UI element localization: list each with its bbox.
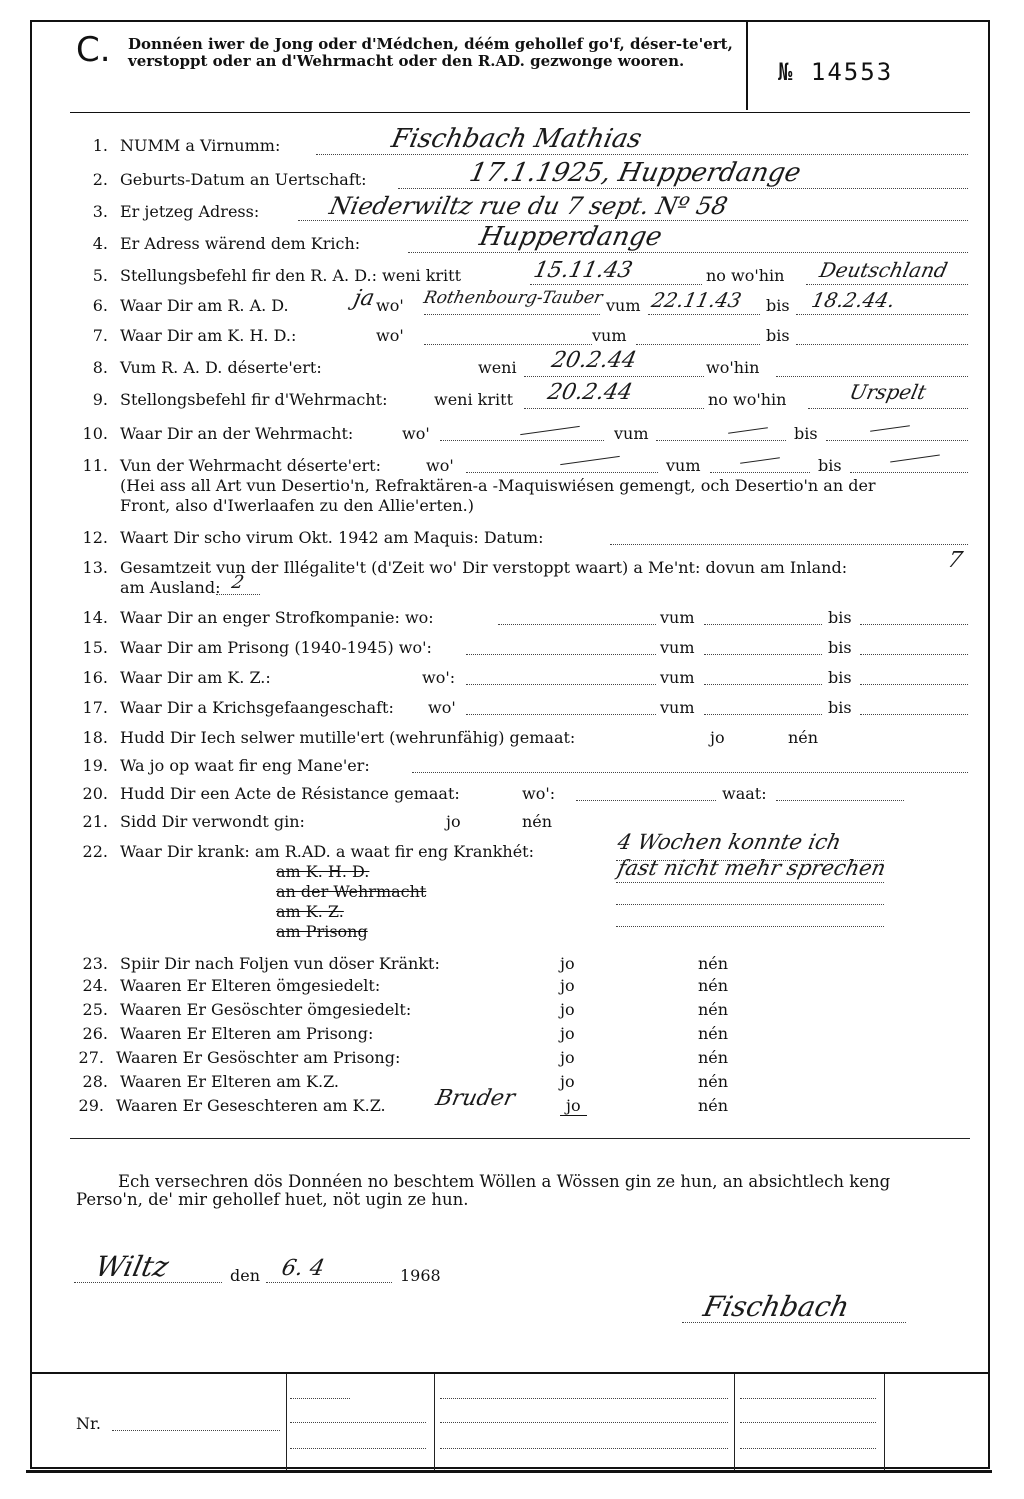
field-23-no[interactable]: nén [698,954,729,973]
field-12-line [610,544,968,545]
field-15-line3 [704,654,822,655]
field-17-label: Waar Dir a Krichsgefaangeschaft: [120,698,394,717]
field-16-number: 16. [82,668,108,687]
field-8-label2: weni [478,358,517,377]
footer-nr-line [112,1430,280,1431]
field-9-value3[interactable]: Urspelt [847,380,929,404]
field-29-label: Waaren Er Geseschteren am K.Z. [116,1096,386,1115]
field-14-line4 [860,624,968,625]
field-22-line3 [616,904,884,905]
field-11-line4 [850,472,968,473]
field-25-label: Waaren Er Gesöschter ömgesiedelt: [120,1000,412,1019]
field-10-label2: wo' [402,424,430,443]
field-15-number: 15. [82,638,108,657]
field-17-label4: bis [828,698,852,717]
field-11-line2 [466,472,658,473]
field-11-line3 [710,472,810,473]
field-8-number: 8. [92,358,108,377]
field-15-label3: vum [660,638,695,657]
grid-dots-2a [440,1398,728,1399]
field-9-line3 [808,408,968,409]
grid-dots-3c [740,1448,876,1449]
field-15-line2 [466,654,656,655]
field-18-label: Hudd Dir Iech selwer mutille'ert (wehrunfähig) gemaat: [120,728,576,747]
field-16-label: Waar Dir am K. Z.: [120,668,271,687]
field-21-label: Sidd Dir verwondt gin: [120,812,305,831]
field-7-line2 [424,344,592,345]
grid-col-1 [286,1374,287,1470]
field-17-line2 [466,714,656,715]
field-27-no[interactable]: nén [698,1048,729,1067]
signature-year: 1968 [400,1266,441,1285]
field-29-yes[interactable]: jo [560,1096,587,1116]
field-7-label: Waar Dir am K. H. D.: [120,326,297,345]
field-3-value[interactable]: Niederwiltz rue du 7 sept. Nº 58 [327,192,731,220]
field-29-value[interactable]: Bruder [433,1086,518,1111]
field-10-line2 [440,440,604,441]
field-6-value2[interactable]: Rothenbourg-Tauber [421,288,605,308]
field-20-label: Hudd Dir een Acte de Résistance gemaat: [120,784,460,803]
section-rule [70,1138,970,1139]
field-9-value2[interactable]: 20.2.44 [545,380,635,405]
field-17-label2: wo' [428,698,456,717]
field-5-label: Stellungsbefehl fir den R. A. D.: weni kritt [120,266,462,285]
field-2-label: Geburts-Datum an Uertschaft: [120,170,367,189]
field-16-label4: bis [828,668,852,687]
field-17-number: 17. [82,698,108,717]
field-10-line3 [656,440,786,441]
field-26-label: Waaren Er Elteren am Prisong: [120,1024,374,1043]
grid-dots-3b [740,1422,876,1423]
field-23-number: 23. [82,954,108,973]
field-8-label: Vum R. A. D. déserte'ert: [120,358,322,377]
field-7-line4 [796,344,968,345]
field-27-number: 27. [78,1048,104,1067]
field-16-label2: wo': [422,668,456,687]
field-3-number: 3. [92,202,108,221]
header-rule [70,112,970,113]
field-10-label3: vum [614,424,649,443]
field-27-yes[interactable]: jo [560,1048,575,1067]
field-20-label3: waat: [722,784,767,803]
field-22-sub-khd: am K. H. D. [276,862,370,881]
field-9-line2 [524,408,704,409]
field-11-note-2: Front, also d'Iwerlaafen zu den Allie'erten.) [120,496,474,515]
field-13-label: Gesamtzeit vun der Illégalite't (d'Zeit wo' Dir verstoppt waart) a Me'nt: dovun am Inland: [120,558,848,577]
signature-date[interactable]: 6. 4 [279,1256,327,1281]
field-22-line2 [616,882,884,883]
field-8-value2[interactable]: 20.2.44 [549,348,639,373]
field-8-label3: wo'hin [706,358,760,377]
bottom-grid-top [30,1372,990,1374]
field-27-label: Waaren Er Gesöschter am Prisong: [116,1048,401,1067]
grid-dots-2c [440,1448,728,1449]
field-22-label: Waar Dir krank: am R.AD. a waat fir eng Krankhét: [120,842,534,861]
field-23-yes[interactable]: jo [560,954,575,973]
field-14-line2 [498,624,656,625]
date-line [266,1282,392,1283]
field-18-no[interactable]: nén [788,728,819,747]
field-1-line [316,154,968,155]
field-25-yes[interactable]: jo [560,1000,575,1019]
field-6-label2: wo' [376,296,404,315]
field-19-label: Wa jo op waat fir eng Mane'er: [120,756,370,775]
field-29-number: 29. [78,1096,104,1115]
field-5-value2[interactable]: Deutschland [817,258,950,282]
field-7-line3 [636,344,760,345]
field-22-line4 [616,926,884,927]
field-13-label2: am Ausland: [120,578,221,597]
field-6-label4: bis [766,296,790,315]
field-19-line [412,772,968,773]
field-19-number: 19. [82,756,108,775]
field-3-label: Er jetzeg Adress: [120,202,260,221]
field-7-label2: wo' [376,326,404,345]
field-13-value2[interactable]: 2 [229,572,246,593]
field-14-number: 14. [82,608,108,627]
signature-den-label: den [230,1266,261,1285]
field-11-number: 11. [82,456,108,475]
field-9-number: 9. [92,390,108,409]
field-2-line [398,188,968,189]
field-5-label2: no wo'hin [706,266,785,285]
field-16-line4 [860,684,968,685]
field-6-label3: vum [606,296,641,315]
field-13-number: 13. [82,558,108,577]
field-9-label3: no wo'hin [708,390,787,409]
form-letter: C. [76,30,111,70]
field-25-no[interactable]: nén [698,1000,729,1019]
field-20-label2: wo': [522,784,556,803]
field-20-line2 [576,800,716,801]
field-18-yes[interactable]: jo [710,728,725,747]
field-1-label: NUMM a Virnumm: [120,136,281,155]
grid-col-3 [734,1374,735,1470]
declaration-line-1: Ech versechren dös Donnéen no beschtem Wöllen a Wössen gin ze hun, an absichtlech keng [118,1172,891,1191]
field-10-label: Waar Dir an der Wehrmacht: [120,424,354,443]
field-22-value[interactable]: 4 Wochen konnte ich [615,830,844,854]
page-bottom-rule [26,1470,992,1473]
field-6-value[interactable]: ja [351,286,377,311]
field-11-note-1: (Hei ass all Art vun Desertio'n, Refraktären-a -Maquiswiésen gemengt, och Desertio'n an der [120,476,876,495]
field-6-line3 [648,314,760,315]
field-1-number: 1. [92,136,108,155]
field-15-label4: bis [828,638,852,657]
field-28-label: Waaren Er Elteren am K.Z. [120,1072,340,1091]
field-11-label2: wo' [426,456,454,475]
field-16-line2 [466,684,656,685]
grid-col-2 [434,1374,435,1470]
field-22-sub-wehrmacht: an der Wehrmacht [276,882,427,901]
field-24-yes[interactable]: jo [560,976,575,995]
field-4-number: 4. [92,234,108,253]
field-13-value[interactable]: 7 [945,548,965,573]
field-6-value4[interactable]: 18.2.44. [809,288,898,312]
field-26-number: 26. [82,1024,108,1043]
field-5-line [530,284,702,285]
field-21-no[interactable]: nén [522,812,553,831]
field-18-number: 18. [82,728,108,747]
field-24-number: 24. [82,976,108,995]
declaration-line-2: Perso'n, de' mir gehollef huet, nöt ugin ze hun. [76,1190,469,1209]
field-16-label3: vum [660,668,695,687]
field-15-label: Waar Dir am Prisong (1940-1945) wo': [120,638,432,657]
field-5-line2 [806,284,968,285]
field-11-label3: vum [666,456,701,475]
grid-col-4 [884,1374,885,1470]
field-21-number: 21. [82,812,108,831]
field-15-line4 [860,654,968,655]
field-28-no[interactable]: nén [698,1072,729,1091]
field-9-label2: weni kritt [434,390,513,409]
field-4-value[interactable]: Hupperdange [476,222,665,252]
signature-place[interactable]: Wiltz [92,1250,172,1283]
field-21-yes[interactable]: jo [446,812,461,831]
field-10-label4: bis [794,424,818,443]
field-8-line3 [776,376,968,377]
grid-dots-1b [290,1422,426,1423]
field-8-line2 [524,376,704,377]
field-13-line2 [216,594,260,595]
field-17-line4 [860,714,968,715]
field-23-label: Spiir Dir nach Foljen vun döser Kränkt: [120,954,440,973]
field-7-label4: bis [766,326,790,345]
field-11-label: Vun der Wehrmacht déserte'ert: [120,456,381,475]
field-14-label4: bis [828,608,852,627]
field-4-label: Er Adress wärend dem Krich: [120,234,361,253]
field-5-number: 5. [92,266,108,285]
grid-dots-1a [290,1398,350,1399]
field-25-number: 25. [82,1000,108,1019]
field-26-yes[interactable]: jo [560,1024,575,1043]
grid-dots-1c [290,1448,426,1449]
field-6-label: Waar Dir am R. A. D. [120,296,289,315]
field-9-label: Stellongsbefehl fir d'Wehrmacht: [120,390,388,409]
grid-dots-2b [440,1422,728,1423]
footer-nr-label: Nr. [76,1414,101,1433]
field-12-label: Waart Dir scho virum Okt. 1942 am Maquis: Datum: [120,528,544,547]
field-10-line4 [826,440,968,441]
field-6-line4 [796,314,968,315]
field-7-label3: vum [592,326,627,345]
field-24-no[interactable]: nén [698,976,729,995]
signature-name[interactable]: Fischbach [700,1290,853,1323]
field-24-label: Waaren Er Elteren ömgesiedelt: [120,976,381,995]
field-1-value[interactable]: Fischbach Mathias [388,124,645,154]
header-divider [746,22,748,110]
field-22-sub-prisong: am Prisong [276,922,368,941]
field-29-no[interactable]: nén [698,1096,729,1115]
field-6-line2 [424,314,600,315]
field-16-line3 [704,684,822,685]
field-10-number: 10. [82,424,108,443]
field-12-number: 12. [82,528,108,547]
field-11-label4: bis [818,456,842,475]
field-17-label3: vum [660,698,695,717]
field-20-number: 20. [82,784,108,803]
field-22-number: 22. [82,842,108,861]
field-6-value3[interactable]: 22.11.43 [649,288,744,312]
field-6-number: 6. [92,296,108,315]
grid-dots-3a [740,1398,876,1399]
field-14-line3 [704,624,822,625]
field-4-line [408,252,968,253]
field-28-yes[interactable]: jo [560,1072,575,1091]
field-14-label: Waar Dir an enger Strofkompanie: wo: [120,608,434,627]
field-14-label3: vum [660,608,695,627]
field-22-value2[interactable]: fast nicht mehr sprechen [615,856,888,880]
field-20-line3 [776,800,904,801]
field-2-number: 2. [92,170,108,189]
field-3-line [298,220,968,221]
field-26-no[interactable]: nén [698,1024,729,1043]
field-5-value[interactable]: 15.11.43 [531,258,635,283]
form-title: Donnéen iwer de Jong oder d'Médchen, déém gehollef go'f, déser-te'ert, verstoppt oder an d'Wehrmacht oder den R.AD. gezwonge wooren. [128,35,733,70]
form-number: № 14553 [778,58,894,86]
field-22-sub-kz: am K. Z. [276,902,344,921]
field-2-value[interactable]: 17.1.1925, Hupperdange [466,158,804,188]
field-17-line3 [704,714,822,715]
field-28-number: 28. [82,1072,108,1091]
field-7-number: 7. [92,326,108,345]
